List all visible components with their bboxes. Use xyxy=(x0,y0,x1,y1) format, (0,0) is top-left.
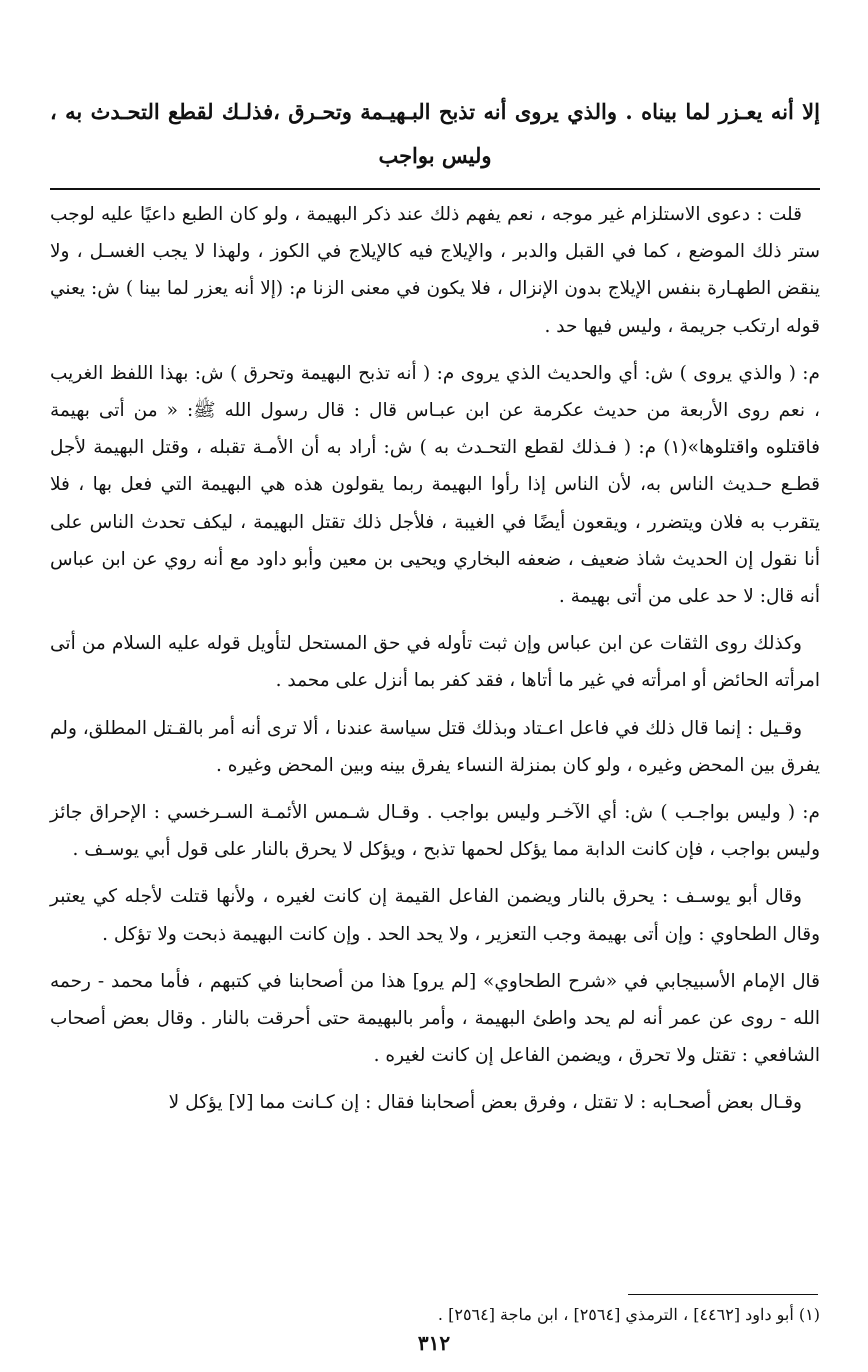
commentary-paragraph-7: قال الإمام الأسبيجابي في «شرح الطحاوي» [لم يرو] هذا من أصحابنا في كتبهم ، فأما محمد - رحمه الله - روى عن عمر أنه لم يحد واطئ البهيمة ، وأمر بالبهيمة حتى أحرقت بالنار . وقال بعض أصحاب الشافعي : تقتل ولا تحرق ، ويضمن الفاعل إن كانت لغيره . xyxy=(50,970,820,1067)
footnote: (١) أبو داود [٤٤٦٢] ، الترمذي [٢٥٦٤] ، ابن ماجة [٢٥٦٤] . xyxy=(437,1305,820,1324)
commentary-paragraph-5: م: ( وليس بواجـب ) ش: أي الآخـر وليس بواجب . وقـال شـمس الأئمـة السـرخسي : الإحراق جائز وليس بواجب ، فإن كانت الدابة مما يؤكل لحمها تذبح ، ويؤكل لا يحرق بالنار على قول أبي يوسـف . xyxy=(50,802,820,861)
commentary-paragraph-3: وكذلك روى الثقات عن ابن عباس وإن ثبت تأوله في حق المستحل لتأويل قوله عليه السلام من أتى امرأته الحائض أو امرأته في غير ما أتاها ، فقد كفر بما أنزل على محمد . xyxy=(50,633,820,692)
commentary-body xyxy=(50,196,820,1132)
commentary-paragraph-1: قلت : دعوى الاستلزام غير موجه ، نعم يفهم ذلك عند ذكر البهيمة ، ولو كان الطبع داعيًا عليه لوجب ستر ذلك الموضع ، كما في القبل والدبر ، والإيلاج فيه كالإيلاج في الكوز ، ولهذا لا يجب الغسـل ، ولا ينقض الطهـارة بنفس الإيلاج بدون الإنزال ، فلا يكون في معنى الزنا م: (إلا أنه يعزر لما بينا ) ش: يعني قوله ارتكب جريمة ، وليس فيها حد . xyxy=(50,204,820,337)
commentary-paragraph-8: وقـال بعض أصحـابه : لا تقتل ، وفرق بعض أصحابنا فقال : إن كـانت مما [لا] يؤكل لا xyxy=(168,1092,802,1114)
page-number: ٣١٢ xyxy=(417,1331,451,1355)
commentary-paragraph-4: وقـيل : إنما قال ذلك في فاعل اعـتاد وبذلك قتل سياسة عندنا ، ألا ترى أنه أمر بالقـتل المطلق، ولم يفرق بين المحض وغيره ، ولو كان بمنزلة النساء يفرق بينه وبين المحض وغيره . xyxy=(50,717,820,776)
matn-text: إلا أنه يعـزر لما بيناه . والذي يروى أنه تذبح البـهيـمة وتحـرق ،فذلـك لقطع التحـدث به ، وليس بواجب xyxy=(50,99,820,168)
commentary-paragraph-2: م: ( والذي يروى ) ش: أي والحديث الذي يروى م: ( أنه تذبح البهيمة وتحرق ) ش: بهذا اللفظ الغريب ، نعم روى الأربعة من حديث عكرمة عن ابن عبـاس قال : قال رسول الله ﷺ: « من أتى بهيمة فاقتلوه واقتلوها»(١) م: ( فـذلك لقطع التحـدث به ) ش: أراد به أن الأمـة تقبله ، وقتل البهيمة لأجل قطـع حـديث الناس به، لأن الناس إذا رأوا البهيمة ربما يقولون هذه هي البهيمة التي فعل بها ، فلا يتقرب به فلان ويتضرر ، ويقعون أيضًا في الغيبة ، فلأجل ذلك تقتل البهيمة ، ليكف تحدث الناس على أنا نقول إن الحديث شاذ ضعيف ، ضعفه البخاري ويحيى بن معين وأبو داود مع أنه روي عن ابن عباس أنه قال: لا حد على من أتى بهيمة . xyxy=(50,362,820,608)
top-divider xyxy=(50,188,820,190)
commentary-paragraph-6: وقال أبو يوسـف : يحرق بالنار ويضمن الفاعل القيمة إن كانت لغيره ، ولأنها قتلت لأجله كي يعتبر وقال الطحاوي : وإن أتى بهيمة وجب التعزير ، ولا يحد الحد . وإن كانت البهيمة ذبحت ولا تؤكل . xyxy=(50,886,820,945)
footnote-divider xyxy=(628,1294,818,1295)
